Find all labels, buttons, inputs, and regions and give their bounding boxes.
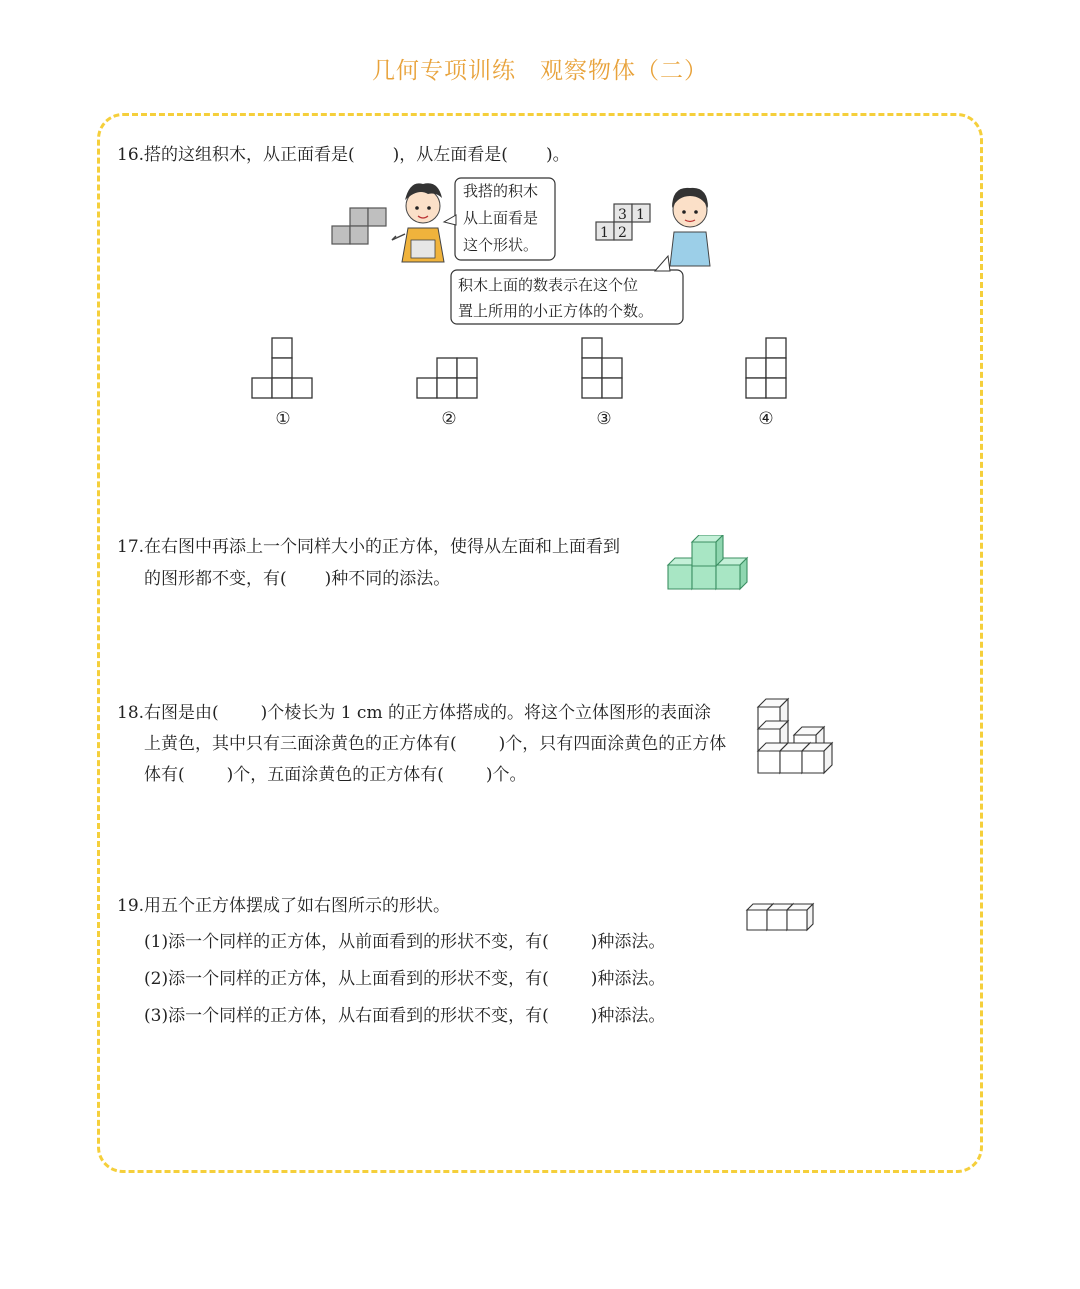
question-17-line-2	[144, 564, 450, 594]
question-16-text	[117, 140, 570, 170]
option-4-figure	[746, 338, 786, 398]
cube-count: 3	[618, 207, 627, 223]
cube-face	[747, 910, 767, 930]
question-19-line-1: 19.用五个正方体摆成了如右图所示的形状。	[117, 896, 451, 916]
question-18-line-3	[144, 760, 527, 790]
option-2-figure	[417, 358, 477, 398]
boy-speech-line: 从上面看是	[463, 209, 539, 227]
q19-text: )种添法。	[590, 969, 666, 989]
q18-text: 体	[144, 765, 161, 785]
question-19-cube-figure	[740, 890, 815, 935]
question-18-line-2	[144, 729, 726, 759]
option-label: ②	[441, 409, 457, 429]
girl-icon	[670, 188, 710, 266]
option-1-figure	[252, 338, 312, 398]
q18-text: )个，五面涂黄色的正方体有(	[226, 765, 444, 785]
q18-text: 18.右图是由(	[117, 703, 219, 723]
top-view-shape	[332, 208, 386, 244]
cube-face	[692, 542, 716, 566]
option-label: ①	[275, 409, 291, 429]
page-title: 几何专项训练 观察物体（二）	[372, 58, 708, 84]
q18-text: 有(	[161, 765, 185, 785]
q16-part3: )。	[545, 145, 570, 165]
option-3-figure	[582, 338, 622, 398]
girl-speech-line: 置上所用的小正方体的个数。	[458, 302, 654, 320]
cube-face	[758, 751, 780, 773]
boy-icon	[392, 183, 444, 262]
cube-face	[802, 751, 824, 773]
cube-face	[787, 910, 807, 930]
question-18-line-1	[117, 698, 711, 728]
cube-face	[668, 565, 692, 589]
cube-face	[767, 910, 787, 930]
q19-text: (1)添一个同样的正方体，从前面看到的形状不变，有(	[144, 932, 549, 952]
q18-text: )个，只有四面涂黄色的正方体	[498, 734, 727, 754]
option-label: ③	[596, 409, 612, 429]
q16-part2: )，从左面看是(	[392, 145, 508, 165]
q18-text: )个。	[485, 765, 527, 785]
q19-text: )种添法。	[590, 932, 666, 952]
cube-face	[780, 751, 802, 773]
cube-count: 2	[618, 225, 627, 241]
cube-count: 1	[636, 207, 645, 223]
q18-text: 上黄色，其中只有三面涂黄色的正方体有(	[144, 734, 457, 754]
boy-speech-line: 这个形状。	[463, 236, 539, 254]
girl-speech-line: 积木上面的数表示在这个位	[458, 276, 639, 294]
question-17-line-1: 17.在右图中再添上一个同样大小的正方体，使得从左面和上面看到	[117, 537, 621, 557]
option-label: ④	[758, 409, 774, 429]
q17-text: )种不同的添法。	[324, 569, 451, 589]
q19-text: (2)添一个同样的正方体，从上面看到的形状不变，有(	[144, 969, 549, 989]
q19-text: )种添法。	[590, 1006, 666, 1026]
boy-speech-line: 我搭的积木	[463, 182, 539, 200]
question-17-cube-figure	[665, 535, 755, 600]
cube-face	[716, 565, 740, 589]
q18-text: )个棱长为 1 cm 的正方体搭成的。将这个立体图形的表面涂	[260, 703, 711, 723]
question-19-sub-1	[144, 927, 665, 957]
cube-count: 1	[600, 225, 609, 241]
q17-text: 的图形都不变，有(	[144, 569, 287, 589]
question-19-sub-3	[144, 1001, 665, 1031]
q19-text: (3)添一个同样的正方体，从右面看到的形状不变，有(	[144, 1006, 549, 1026]
q16-part1: 16.搭的这组积木，从正面看是(	[117, 145, 355, 165]
question-19-sub-2	[144, 964, 665, 994]
cube-face	[692, 565, 716, 589]
question-18-cube-figure	[752, 695, 842, 785]
